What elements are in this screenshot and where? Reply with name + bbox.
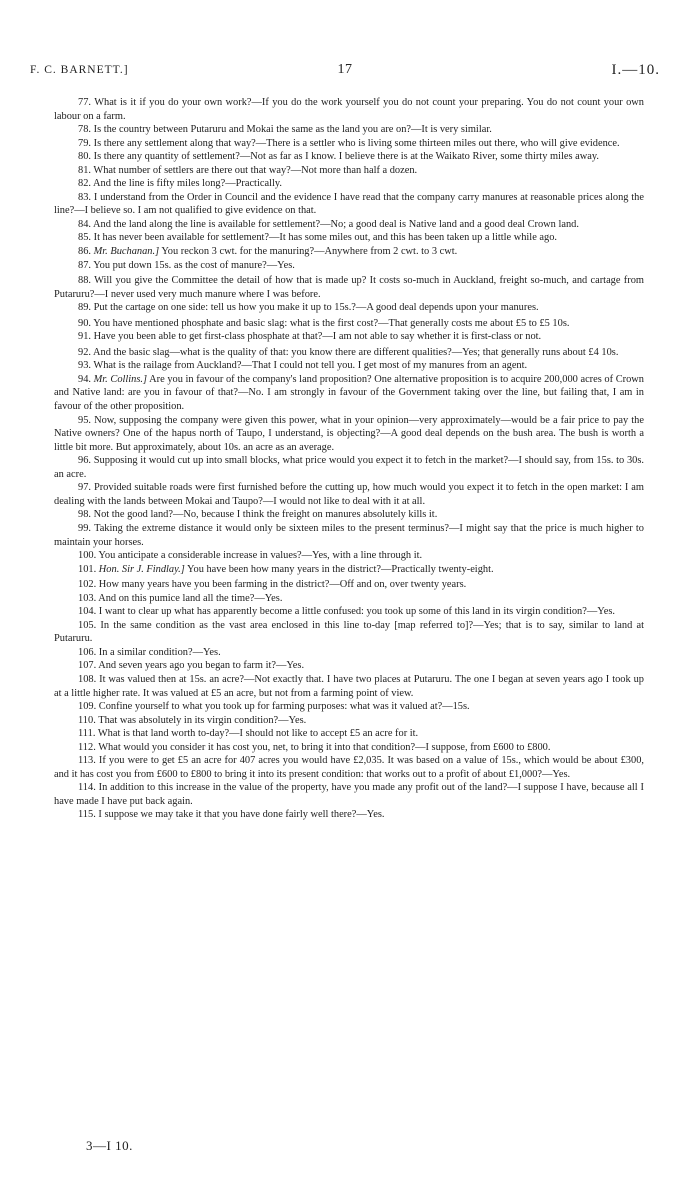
question-answer-paragraph [54,700,644,714]
question-answer-text: You put down 15s. as the cost of manure?—Yes. [93,259,295,271]
question-number: 106. [78,646,97,658]
question-number: 112. [78,741,96,753]
question-number: 114. [78,782,96,794]
header-witness-name: F. C. BARNETT.] [30,64,129,76]
question-number: 108. [78,673,97,685]
question-number: 95. [78,414,91,426]
question-answer-paragraph [54,330,644,344]
question-number: 100. [78,550,97,562]
document-reference: I.—10. [611,62,660,78]
question-answer-text: How many years have you been farming in the district?—Off and on, over twenty years. [98,579,467,591]
question-answer-paragraph [54,414,644,455]
question-number: 102. [78,579,97,591]
question-answer-paragraph [54,150,644,164]
question-answer-text: Provided suitable roads were first furnished before the cutting up, how much would you expect it to fetch in the open market: I am dealing with the lands between Mokai and Taupo?—I would not like to deal with it at all. [54,482,644,507]
question-number: 88. [78,275,91,287]
question-number: 89. [78,302,91,314]
question-number: 98. [78,509,91,521]
question-answer-paragraph [54,673,644,700]
question-answer-paragraph [54,177,644,191]
question-answer-paragraph [54,659,644,673]
question-answer-paragraph [54,754,644,781]
question-number: 94. [78,373,91,385]
question-answer-paragraph [54,274,644,301]
question-answer-text: Is there any settlement along that way?—There is a settler who is living some thirteen miles out there, who will give evidence. [93,137,620,149]
question-answer-text: In addition to this increase in the value of the property, have you made any profit out of the land?—I suppose I have, because all I have made I have put back again. [54,782,644,807]
question-answer-text: And on this pumice land all the time?—Yes. [98,592,283,604]
question-answer-paragraph [54,508,644,522]
question-answer-text: You reckon 3 cwt. for the manuring?—Anywhere from 2 cwt. to 3 cwt. [161,246,458,258]
question-number: 80. [78,151,91,163]
question-answer-text: You have mentioned phosphate and basic slag: what is the first cost?—That generally costs me about £5 to £5 10s. [93,317,570,329]
question-answer-paragraph [54,619,644,646]
question-answer-text: And the line is fifty miles long?—Practically. [93,178,282,190]
question-number: 91. [78,331,91,343]
question-answer-paragraph [54,808,644,822]
question-answer-text: Supposing it would cut up into small blocks, what price would you expect it to fetch in the market?—I should say, from 15s. to 30s. an acre. [54,455,644,480]
question-number: 77. [78,97,91,108]
question-number: 87. [78,259,91,271]
question-answer-paragraph [54,522,644,549]
question-number: 85. [78,232,91,244]
question-answer-text: Not the good land?—No, because I think the freight on manures absolutely kills it. [93,509,438,521]
question-answer-paragraph [54,164,644,178]
speaker-name: Hon. Sir J. Findlay.] [98,563,185,575]
question-answer-text: In a similar condition?—Yes. [98,646,221,658]
question-number: 81. [78,164,91,176]
question-number: 93. [78,360,91,372]
question-number: 101. [78,563,97,575]
question-answer-text: Is the country between Putaruru and Mokai the same as the land you are on?—It is very similar. [93,124,492,136]
question-number: 111. [78,728,96,740]
question-answer-paragraph [54,563,644,577]
question-number: 99. [78,522,91,534]
question-number: 79. [78,137,91,149]
question-answer-text: And the basic slag—what is the quality of that: you know there are different qualities?—Yes; that generally runs about £4 10s. [93,346,619,358]
question-answer-text: I want to clear up what has apparently become a little confused: you took up some of this land in its virgin condition?—Yes. [98,606,615,618]
question-number: 103. [78,592,97,604]
question-answer-paragraph [54,549,644,563]
question-answer-text: Put the cartage on one side: tell us how you make it up to 15s.?—A good deal depends upon your manures. [93,302,539,314]
question-number: 110. [78,714,96,726]
question-number: 92. [78,346,91,358]
signature-mark: 3—I 10. [86,1138,133,1153]
question-answer-paragraph [54,454,644,481]
speaker-name: Mr. Collins.] [93,373,148,385]
question-answer-paragraph [54,727,644,741]
question-number: 96. [78,455,91,467]
question-answer-paragraph [54,359,644,373]
question-answer-text: In the same condition as the vast area enclosed in this line to-day [map referred to]?—Yes; that is to say, similar to land at Putaruru. [54,619,644,645]
question-answer-paragraph [54,481,644,508]
question-number: 97. [78,482,91,494]
question-number: 104. [78,606,97,618]
question-answer-text: That was absolutely in its virgin condition?—Yes. [98,714,307,726]
question-answer-paragraph [54,741,644,755]
question-number: 86. [78,246,91,258]
page-number: 17 [337,62,353,77]
evidence-body [54,96,644,822]
question-answer-text: I understand from the Order in Council and the evidence I have read that the company carry manures at reasonable prices along the line?—I believe so. I am not qualified to give evidence on that. [54,191,644,217]
question-answer-text: What is the railage from Auckland?—That I could not tell you. I get most of my manures from an agent. [93,360,528,372]
question-answer-paragraph [54,191,644,218]
question-answer-paragraph [54,373,644,414]
question-number: 83. [78,191,91,203]
question-answer-text: I suppose we may take it that you have done fairly well there?—Yes. [98,809,385,821]
question-number: 113. [78,755,96,767]
question-number: 105. [78,619,97,631]
question-answer-text: Will you give the Committee the detail of how that is made up? It costs so-much in Auckland, freight so-much, and cartage from Putaruru?—I never used very much manure where I was before. [54,275,644,300]
question-answer-paragraph [54,714,644,728]
question-answer-paragraph [54,646,644,660]
question-answer-text: What is that land worth to-day?—I should not like to accept £5 an acre for it. [97,728,419,740]
question-answer-paragraph [54,245,644,259]
question-answer-text: Now, supposing the company were given this power, what in your opinion—very approximately—would be a fair price to pay the Native owners? One of the hapus north of Taupo, I understand, is objecting?—A good deal depends on the bush area. The bush is worth a little bit more. But approximately, about 10s. an acre as an average. [54,414,644,453]
question-answer-text: Taking the extreme distance it would only be sixteen miles to the present terminus?—I might say that the price is much higher to maintain your horses. [54,522,644,548]
page-header [30,62,660,82]
speaker-name: Mr. Buchanan.] [93,246,160,258]
question-number: 90. [78,317,91,329]
question-answer-text: And seven years ago you began to farm it?—Yes. [98,660,305,672]
question-answer-text: What is it if you do your own work?—If you do the work yourself you do not count your preparing. You do not count your own labour on a farm. [54,97,645,122]
question-answer-paragraph [54,346,644,360]
question-answer-text: Is there any quantity of settlement?—Not as far as I know. I believe there is at the Waikato River, some thirty miles away. [93,151,599,163]
question-answer-paragraph [54,96,644,123]
question-answer-paragraph [54,578,644,592]
question-answer-paragraph [54,137,644,151]
question-number: 82. [78,178,91,190]
question-answer-paragraph [54,231,644,245]
question-answer-paragraph [54,218,644,232]
question-answer-text: Confine yourself to what you took up for farming purposes: what was it valued at?—15s. [98,701,470,713]
question-answer-text: What would you consider it has cost you, net, to bring it into that condition?—I suppose, from £600 to £800. [98,741,551,753]
question-answer-text: It has never been available for settlement?—It has some miles out, and this has been taken up a little while ago. [93,232,558,244]
question-answer-paragraph [54,301,644,315]
question-answer-text: If you were to get £5 an acre for 407 acres you would have £2,035. It was based on a value of 15s., which would be about £300, and it has cost you from £600 to £800 to bring it into its present condition: that works out to a profit of about £1,000?—Yes. [54,755,644,780]
question-answer-text: It was valued then at 15s. an acre?—Not exactly that. I have two places at Putaruru. The one I began at seven years ago I took up at a little higher rate. It was valued at £5 an acre, but not from a farming point of view. [54,673,644,699]
question-answer-paragraph [54,317,644,331]
question-answer-paragraph [54,781,644,808]
question-answer-text: Are you in favour of the company's land proposition? One alternative proposition is to acquire 200,000 acres of Crown and Native land: are you in favour of that?—No. I am strongly in favour of the Government taking over the line, but failing that, I am in favour of the other proposition. [54,373,644,413]
question-answer-text: Have you been able to get first-class phosphate at that?—I am not able to say whether it is first-class or not. [93,331,542,343]
question-number: 109. [78,701,97,713]
question-number: 115. [78,809,96,821]
question-number: 84. [78,218,91,230]
question-answer-paragraph [54,259,644,273]
question-answer-text: And the land along the line is available for settlement?—No; a good deal is Native land and a good deal Crown land. [93,218,579,230]
question-answer-text: You have been how many years in the district?—Practically twenty-eight. [187,563,494,575]
question-answer-paragraph [54,123,644,137]
question-answer-paragraph [54,605,644,619]
question-answer-paragraph [54,592,644,606]
question-answer-text: You anticipate a considerable increase in values?—Yes, with a line through it. [98,550,423,562]
question-number: 78. [78,124,91,136]
question-answer-text: What number of settlers are there out that way?—Not more than half a dozen. [93,164,418,176]
question-number: 107. [78,660,97,672]
